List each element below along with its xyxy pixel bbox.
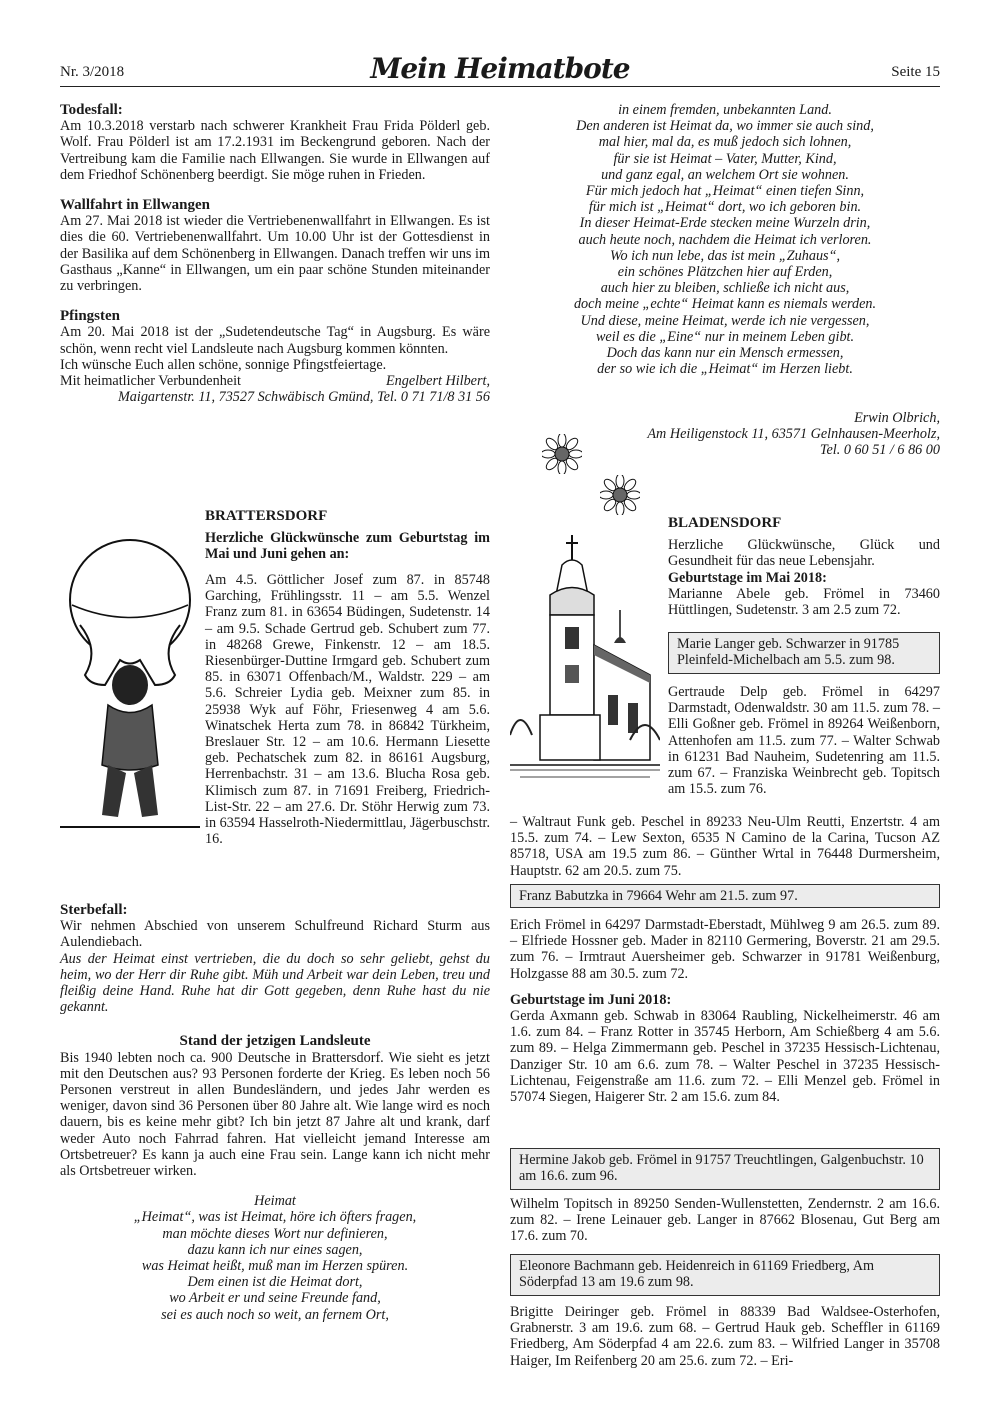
sterbefall-poem: Aus der Heimat einst vertrieben, die du doch so sehr geliebt, gehst du heim, wo der Herr dir Ruhe gibt. Müh und Arbeit war dein Leben, treu und fleißig deine Hand. Ruhe hat dir Gott gegeben, denn Ruhe hast du nie gekannt. bbox=[60, 950, 490, 1016]
may-heading: Geburtstage im Mai 2018: bbox=[668, 569, 827, 586]
todesfall-heading: Todesfall: bbox=[60, 102, 123, 118]
poem-continuation bbox=[510, 102, 940, 377]
page-header bbox=[60, 52, 940, 88]
author-name: Engelbert Hilbert, bbox=[385, 373, 490, 390]
bachmann-entry: Eleonore Bachmann geb. Heidenreich in 61169 Friedberg, Am Söderpfad 13 am 19.6 zum 98. bbox=[519, 1258, 874, 1291]
froemel-entry: Erich Frömel in 64297 Darmstadt-Eberstadt, Mühlweg 9 am 26.5. zum 89. – Elfriede Hossner geb. Mader in 82110 Germering, Boverstr. 21 am 29.5. zum 76. – Irmtraut Auersheimer geb. Schwarzer in 91781 Weißenburg, Holzgasse 88 am 30.5. zum 72. bbox=[510, 917, 940, 982]
pfingsten-wish: Ich wünsche Euch allen schöne, sonnige Pfingstfeiertage. bbox=[60, 356, 387, 373]
poem-author-phone: Tel. 0 60 51 / 6 86 00 bbox=[819, 442, 940, 459]
langer-entry: Marie Langer geb. Schwarzer in 91785 Pleinfeld-Michelbach am 5.5. zum 98. bbox=[677, 636, 900, 669]
poem-line: Den anderen ist Heimat da, wo immer sie auch sind, bbox=[576, 118, 874, 135]
poem-line: Für mich jedoch hat „Heimat“ einen tiefen Sinn, bbox=[585, 183, 865, 200]
poem-line: auch hier zu bleiben, schließe ich nicht aus, bbox=[600, 280, 850, 297]
poem-signature bbox=[600, 410, 940, 459]
sterbefall-text: Wir nehmen Abschied von unserem Schulfreund Richard Sturm aus Aulendiebach. bbox=[60, 918, 490, 951]
bladensdorf-intro: Herzliche Glückwünsche, Glück und Gesundheit für das neue Lebensjahr. bbox=[668, 537, 940, 570]
page-number: Seite 15 bbox=[891, 64, 940, 80]
issue-number: Nr. 3/2018 bbox=[60, 64, 125, 80]
brattersdorf-birthdays bbox=[60, 572, 490, 882]
poem-line: der so wie ich die „Heimat“ im Herzen liebt. bbox=[597, 361, 853, 378]
poem-line: Dem einen ist die Heimat dort, bbox=[187, 1274, 363, 1291]
highlight-box-jakob bbox=[510, 1148, 940, 1190]
sterbefall-heading: Sterbefall: bbox=[60, 902, 128, 918]
brattersdorf-subheading: Herzliche Glückwünsche zum Geburtstag im Mai und Juni gehen an: bbox=[205, 530, 490, 563]
poem-line: Und diese, meine Heimat, werde ich nie vergessen, bbox=[580, 312, 870, 329]
flower-icon bbox=[542, 434, 582, 474]
bladensdorf-continued bbox=[510, 917, 940, 1105]
heimat-poem-lines bbox=[60, 1209, 490, 1322]
header-rule bbox=[60, 86, 940, 87]
greeting-text: Mit heimatlicher Verbundenheit bbox=[60, 373, 241, 390]
heimat-poem-title: Heimat bbox=[254, 1193, 296, 1210]
babutzka-entry: Franz Babutzka in 79664 Wehr am 21.5. zum 97. bbox=[519, 888, 798, 904]
poem-line: weil es die „Eine“ nur in meinem Leben gibt. bbox=[595, 328, 855, 345]
poem-line: für mich ist „Heimat“ dort, wo ich geboren bin. bbox=[588, 199, 862, 216]
poem-line: mal hier, mal da, es muß jedoch sich lohnen, bbox=[598, 134, 852, 151]
stand-heading: Stand der jetzigen Landsleute bbox=[179, 1033, 371, 1050]
abele-entry: Marianne Abele geb. Frömel in 73460 Hüttlingen, Sudetenstr. 3 am 2.5 zum 72. bbox=[668, 585, 940, 619]
todesfall-text: Am 10.3.2018 verstarb nach schwerer Krankheit Frau Frida Pölderl geb. Wolf. Frau Pölderl ist am 17.2.1931 im Beckengrund geboren. Nach der Vertreibung kam die Familie nach Ellwangen. Sie wurde in Ellwangen auf dem Friedhof Schönenberg beerdigt. Sie möge ruhen in Frieden. bbox=[60, 118, 490, 183]
topitsch-entry: Wilhelm Topitsch in 89250 Senden-Wullenstetten, Zendernstr. 2 am 16.6. zum 82. – Irene Leinauer geb. Langer in 87662 Blosenau, Gut Berg am 17.6. zum 70. bbox=[510, 1196, 940, 1245]
highlight-box-langer bbox=[668, 632, 940, 674]
poem-line: wo Arbeit er und seine Freunde fand, bbox=[169, 1290, 381, 1307]
poem-line: auch heute noch, nachdem die Heimat ich verloren. bbox=[578, 231, 872, 248]
church-illustration bbox=[510, 535, 660, 805]
stand-text: Bis 1940 lebten noch ca. 900 Deutsche in Brattersdorf. Wie sieht es jetzt mit den Deutschen aus? 93 Personen forderte der Krieg. Es leben noch 56 Personen verstreut in allen Bundesländern, und jedes Jahr werden es weniger, davon sind 36 Personen über 80 Jahre alt. Wie lange wird es noch dauern, bis es keine mehr gibt? Ich bin jetzt 87 Jahre alt und krank, darf weder Auto noch Fahrrad fahren. Hat vielleicht jemand Interesse am Ortsbetreuer? Es kann ja auch eine Frau sein. Lange kann ich nicht mehr als Ortsbetreuer wirken. bbox=[60, 1049, 490, 1180]
wallfahrt-text: Am 27. Mai 2018 ist wieder die Vertriebenenwallfahrt in Ellwangen. Es ist dies die 60. Vertriebenenwallfahrt. Um 10.00 Uhr ist der Gottesdienst in der Basilika auf dem Schönenberg in Ellwangen. Danach treffen wir uns im Gasthaus „Kanne“ in Ellwangen, um ein paar schöne Stunden miteinander zu verbringen. bbox=[60, 213, 490, 295]
poem-line: in einem fremden, unbekannten Land. bbox=[618, 102, 832, 118]
wallfahrt-heading: Wallfahrt in Ellwangen bbox=[60, 197, 211, 214]
bladensdorf-top bbox=[668, 515, 940, 618]
june-heading: Geburtstage im Juni 2018: bbox=[510, 991, 672, 1008]
poem-author-address: Am Heiligenstock 11, 63571 Gelnhausen-Meerholz, bbox=[647, 426, 940, 443]
funk-entry: – Waltraut Funk geb. Peschel in 89233 Neu-Ulm Reutti, Enzertstr. 4 am 15.5. zum 74. – Lew Sexton, 6535 N Camino de la Carina, Tucson AZ 85718, USA am 19.5 zum 86. – Günther Wrtal in 76448 Durmersheim, Hauptstr. 62 am 20.5. zum 75. bbox=[510, 814, 940, 879]
delp-entry: Gertraude Delp geb. Frömel in 64297 Darmstadt, Odenwaldstr. 30 am 11.5. zum 78. – Elli Goßner geb. Frömel in 89264 Weißenborn, Attenhofen am 11.5. zum 77. – Walter Schwab in 61231 Bad Nauheim, Sudetenring am 11.5. zum 67. – Franziska Weinbrecht geb. Topitsch am 15.5. zum 76. bbox=[668, 684, 940, 798]
poem-line: doch meine „echte“ Heimat kann es niemals werden. bbox=[573, 296, 877, 313]
poem-line: In dieser Heimat-Erde stecken meine Wurzeln drin, bbox=[579, 215, 871, 232]
bladensdorf-heading: BLADENSDORF bbox=[668, 515, 782, 531]
brattersdorf-text: Am 4.5. Göttlicher Josef zum 87. in 85748 Garching, Frühlingsstr. 11 – am 5.5. Wenzel Franz zum 81. in 63654 Büdingen, Sudetenstr. 14 – am 9.5. Schade Gertrud geb. Schubert zum 77. in 48268 Grewe, Finkenstr. 12 – am 18.5. Riesenbürger-Duttine Irmgard geb. Schubert zum 85. in 63071 Offenbach/M., Waldstr. 229 – am 5.6. Schreier Lydia geb. Meixner zum 85. in 25938 Wyk auf Föhr, Friesenweg 4 am 5.6. Winatschek Herta zum 78. in 86842 Türkheim, Breslauer Str. 12 – am 10.6. Hermann Liesette geb. Pechatschek zum 82. in 86161 Augsburg, Herrenbachstr. 31 – am 13.6. Blucha Rosa geb. Klimisch zum 87. in 71691 Freiberg, Friedrich-List-Str. 22 – am 27.6. Dr. Stöhr Herwig zum 73. in 63594 Hasselroth-Niedermittlau, Jägerbuschstr. 16. bbox=[205, 572, 490, 848]
highlight-box-babutzka bbox=[510, 884, 940, 908]
jakob-entry: Hermine Jakob geb. Frömel in 91757 Treuchtlingen, Galgenbuchstr. 10 am 16.6. zum 96. bbox=[519, 1152, 924, 1185]
poem-line: man möchte dieses Wort nur definieren, bbox=[162, 1225, 388, 1242]
poem-line: Doch das kann nur ein Mensch ermessen, bbox=[606, 345, 844, 362]
author-address: Maigartenstr. 11, 73527 Schwäbisch Gmünd, Tel. 0 71 71/8 31 56 bbox=[117, 389, 490, 406]
pfingsten-text: Am 20. Mai 2018 ist der „Sudetendeutsche Tag“ in Augsburg. Es wäre schön, wenn recht viel Landsleute nach Augsburg kommen könnten. bbox=[60, 324, 490, 357]
poem-line: Wo ich nun lebe, das ist mein „Zuhaus“, bbox=[609, 247, 841, 264]
poem-line: dazu kann ich nur eines sagen, bbox=[187, 1241, 363, 1258]
pfingsten-heading: Pfingsten bbox=[60, 308, 120, 325]
poem-line: sei es auch noch so weit, an fernem Ort, bbox=[161, 1306, 389, 1323]
brattersdorf-heading: BRATTERSDORF bbox=[205, 508, 328, 524]
brattersdorf-top bbox=[205, 508, 490, 563]
left-column-top bbox=[60, 102, 490, 405]
poem-line: „Heimat“, was ist Heimat, höre ich öfters fragen, bbox=[133, 1209, 417, 1226]
masthead-title: Mein Heimatbote bbox=[370, 52, 630, 85]
pfingsten-greeting bbox=[60, 373, 490, 389]
deiringer-entry: Brigitte Deiringer geb. Frömel in 88339 Bad Waldsee-Osterhofen, Grabnerstr. 3 am 19.6. zum 68. – Gertrud Hauk geb. Scheffler in 61169 Friedberg, Am Söderpfad 4 am 22.6. zum 83. – Wilfried Langer in 35708 Haiger, Im Reifenberg 20 am 25.6. zum 72. – Eri- bbox=[510, 1304, 940, 1369]
poem-line: ein schönes Plätzchen hier auf Erden, bbox=[617, 264, 833, 281]
poem-line: was Heimat heißt, muß man im Herzen spüren. bbox=[141, 1258, 409, 1275]
axmann-entry: Gerda Axmann geb. Schwab in 83064 Raubling, Nickelheimerstr. 46 am 1.6. zum 84. – Franz Rotter in 35745 Herborn, Am Schießberg 4 am 5.6. zum 89. – Helga Zimmermann geb. Peschel in 37235 Hessisch-Lichtenau, Danziger Str. 10 am 6.6. zum 78. – Walter Peschel in 37235 Hessisch-Lichtenau, Feigenstraße am 11.6. zum 72. – Elli Menzel geb. Frömel in 57074 Siegen, Haigerer Str. 2 am 15.6. zum 84. bbox=[510, 1008, 940, 1106]
poem-line: für sie ist Heimat – Vater, Mutter, Kind, bbox=[613, 150, 837, 167]
sterbefall-section bbox=[60, 902, 490, 1323]
flower-icon bbox=[600, 475, 640, 515]
poem-author: Erwin Olbrich, bbox=[854, 410, 940, 426]
poem-line: und ganz egal, an welchem Ort sie wohnen. bbox=[601, 166, 849, 183]
highlight-box-bachmann bbox=[510, 1254, 940, 1296]
